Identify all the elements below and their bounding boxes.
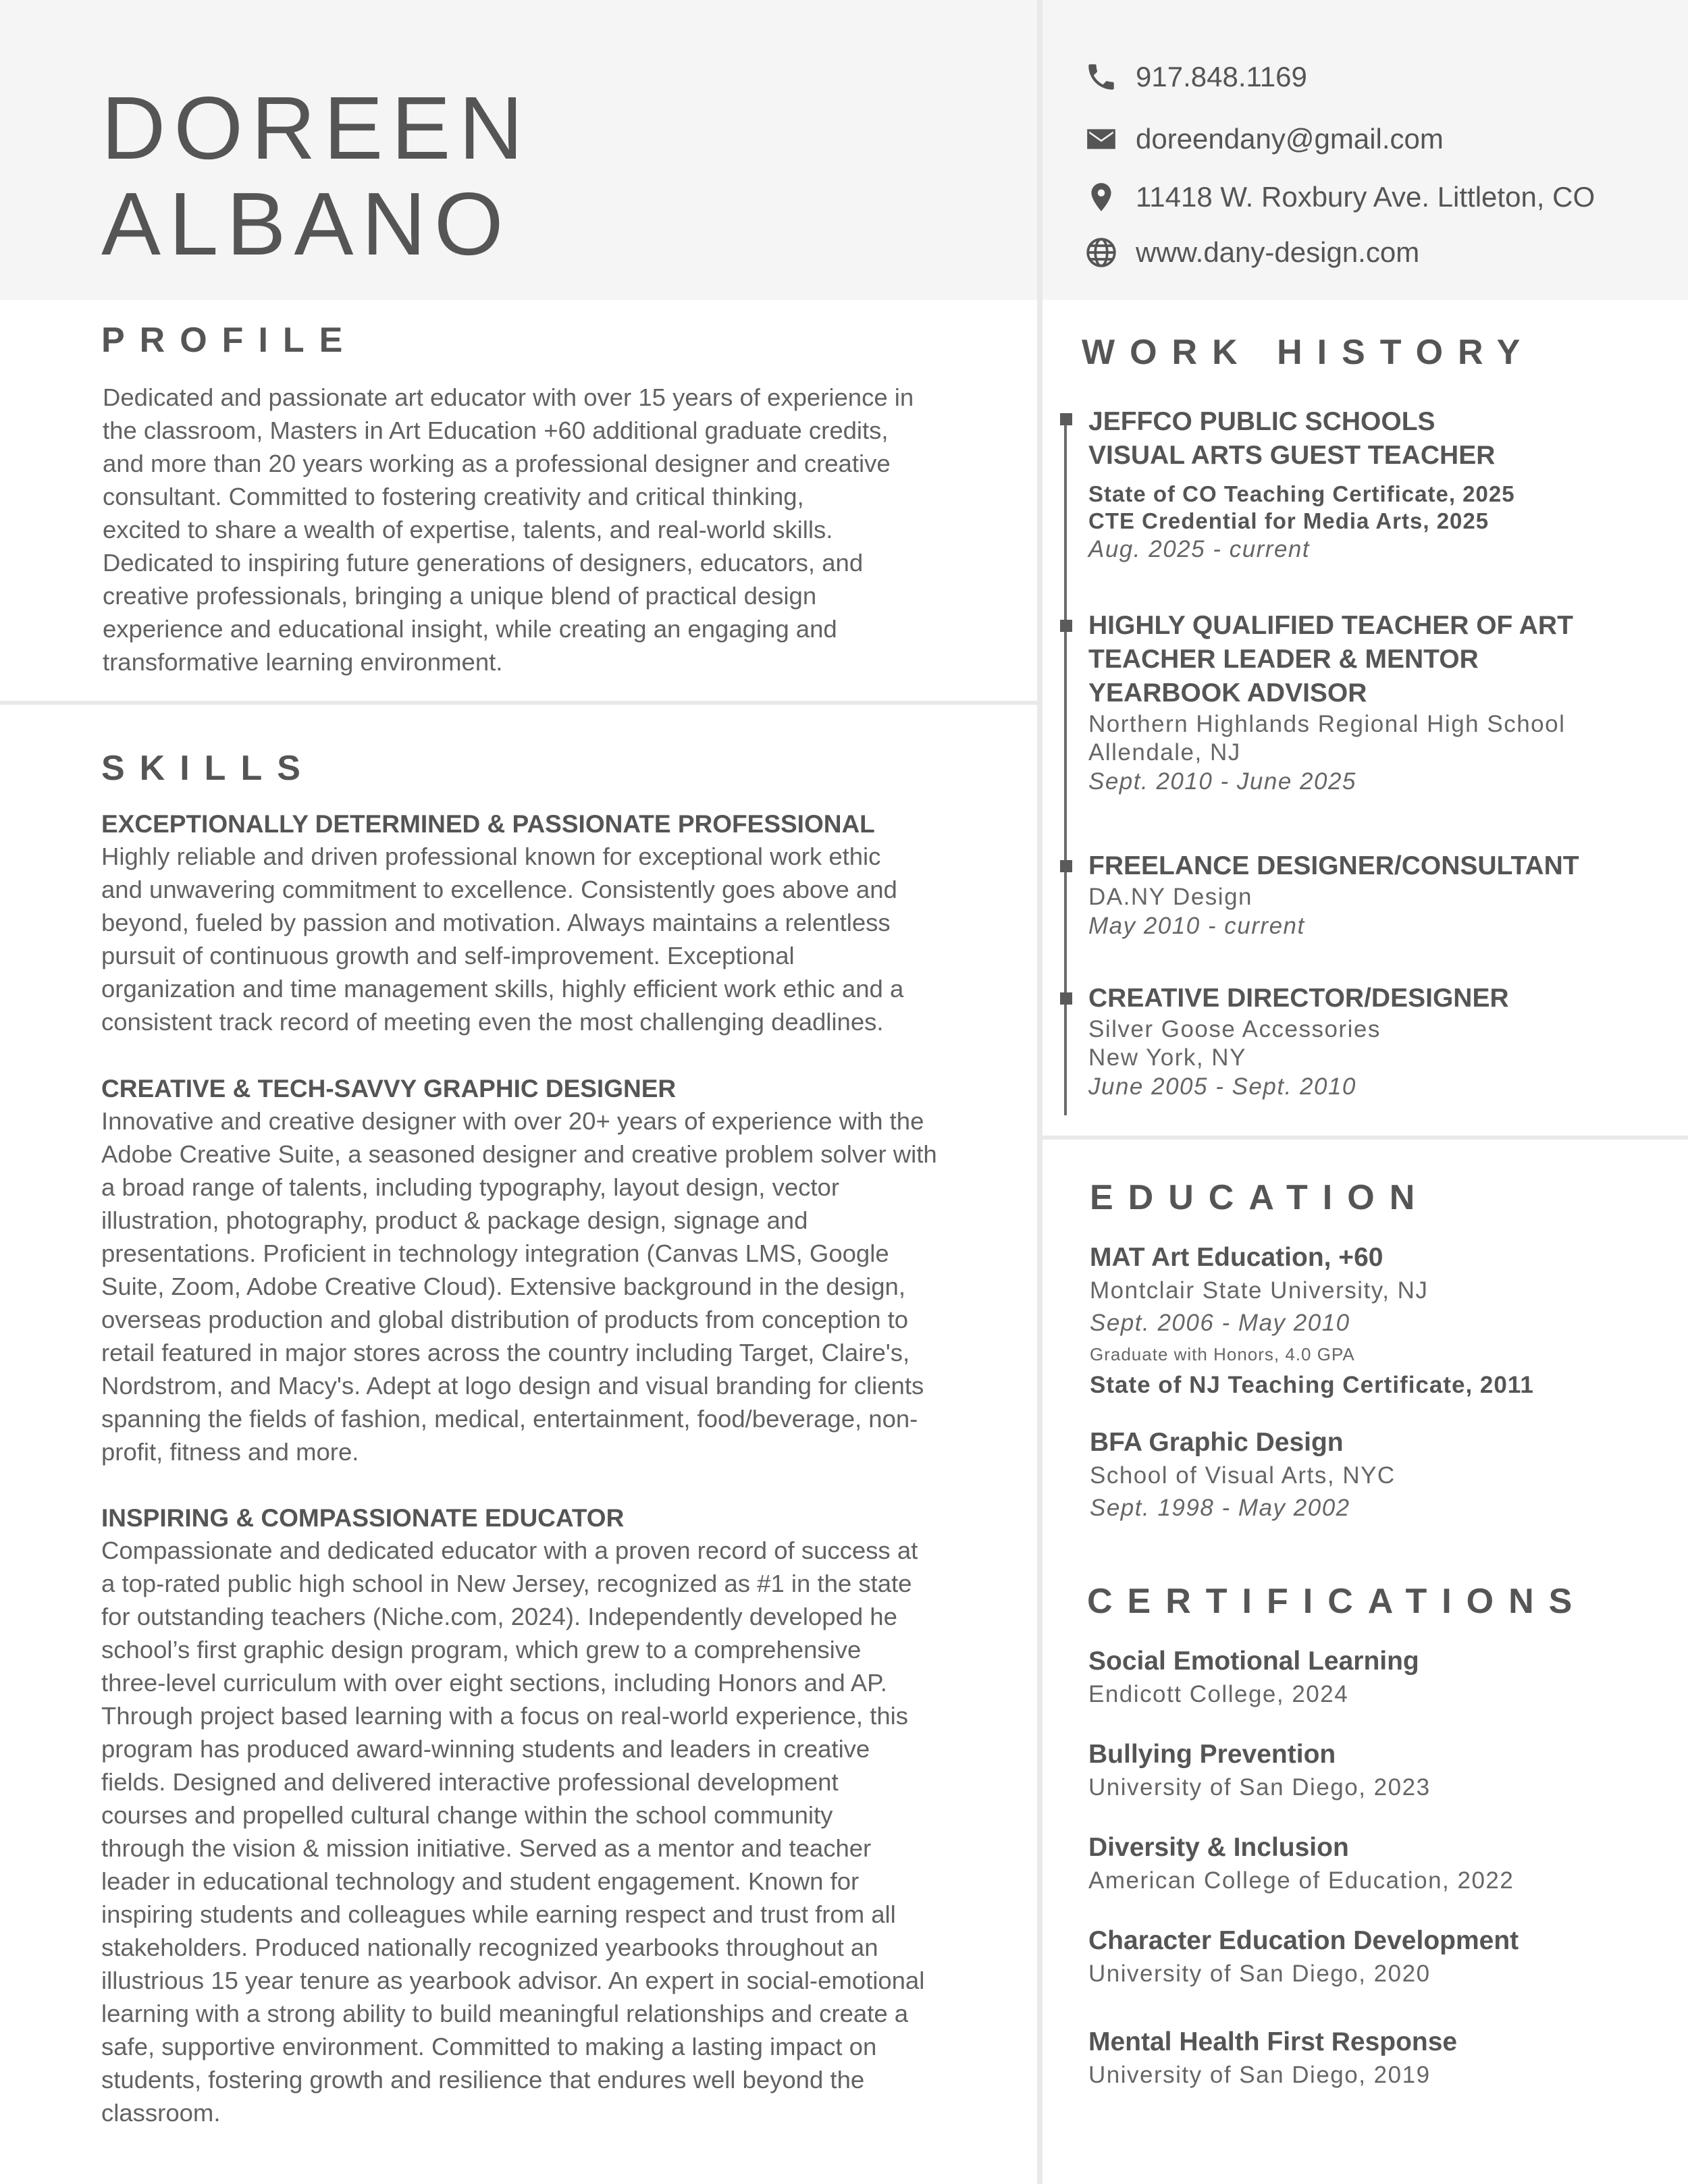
education-dates: Sept. 2006 - May 2010	[1090, 1310, 1350, 1336]
skill-line: program has produced award-winning students and leaders in creative	[101, 1735, 870, 1763]
skill-line: Compassionate and dedicated educator with a proven record of success at	[101, 1537, 918, 1564]
phone-icon	[1084, 60, 1118, 94]
contact-website	[1084, 232, 1419, 273]
certification-item	[1088, 1924, 1519, 1990]
job-organization: Silver Goose Accessories	[1088, 1016, 1381, 1042]
skill-line: fields. Designed and delivered interactive professional development	[101, 1768, 839, 1796]
certification-name: Diversity & Inclusion	[1088, 1833, 1349, 1862]
skill-line: courses and propelled cultural change within the school community	[101, 1801, 833, 1829]
profile-line: Dedicated and passionate art educator with over 15 years of experience in	[103, 383, 914, 411]
skill-line: Adobe Creative Suite, a seasoned designer and creative problem solver with	[101, 1140, 937, 1168]
skill-line: Nordstrom, and Macy's. Adept at logo design and visual branding for clients	[101, 1372, 924, 1400]
skill-heading: EXCEPTIONALLY DETERMINED & PASSIONATE PROFESSIONAL	[101, 810, 875, 838]
certification-name: Mental Health First Response	[1088, 2027, 1458, 2056]
job-title: CREATIVE DIRECTOR/DESIGNER	[1088, 984, 1509, 1013]
certification-name: Character Education Development	[1088, 1926, 1519, 1955]
skill-description	[101, 840, 903, 1038]
skill-line: students, fostering growth and resilience that endures well beyond the	[101, 2066, 865, 2094]
timeline-marker	[1060, 620, 1072, 632]
education-heading: EDUCATION	[1090, 1178, 1430, 1217]
job-location: Allendale, NJ	[1088, 739, 1241, 766]
profile-line: Dedicated to inspiring future generations of designers, educators, and	[103, 549, 864, 577]
timeline-line	[1064, 413, 1067, 1115]
job-title: HIGHLY QUALIFIED TEACHER OF ART	[1088, 611, 1573, 640]
profile-text	[103, 381, 914, 678]
skill-block	[101, 809, 903, 1038]
education-entry	[1090, 1241, 1534, 1402]
job-title: FREELANCE DESIGNER/CONSULTANT	[1088, 851, 1579, 880]
website-url: www.dany-design.com	[1136, 236, 1420, 268]
job-entry	[1088, 982, 1509, 1102]
email-icon	[1084, 122, 1118, 156]
skill-heading: INSPIRING & COMPASSIONATE EDUCATOR	[101, 1504, 625, 1532]
job-organization: DA.NY Design	[1088, 884, 1253, 910]
skill-line: for outstanding teachers (Niche.com, 2024). Independently developed he	[101, 1603, 897, 1630]
skill-line: illustration, photography, product & package design, signage and	[101, 1206, 808, 1234]
skill-line: safe, supportive environment. Committed to making a lasting impact on	[101, 2033, 877, 2060]
job-certificate: CTE Credential for Media Arts, 2025	[1088, 508, 1489, 533]
profile-line: creative professionals, bringing a unique blend of practical design	[103, 582, 817, 610]
contact-address	[1084, 177, 1595, 217]
degree: MAT Art Education, +60	[1090, 1243, 1383, 1272]
skill-description	[101, 1104, 937, 1468]
skill-description	[101, 1534, 924, 2129]
skill-line: illustrious 15 year tenure as yearbook advisor. An expert in social-emotional	[101, 1967, 925, 1994]
last-name: ALBANO	[101, 174, 512, 273]
skill-line: Through project based learning with a focus on real-world experience, this	[101, 1702, 909, 1730]
certification-issuer: American College of Education, 2022	[1088, 1867, 1514, 1894]
skill-line: spanning the fields of fashion, medical, entertainment, food/beverage, non-	[101, 1405, 918, 1433]
timeline-marker	[1060, 860, 1072, 872]
timeline-marker	[1060, 992, 1072, 1005]
profile-heading: PROFILE	[101, 321, 358, 360]
profile-line: experience and educational insight, while creating an engaging and	[103, 615, 837, 643]
first-name: DOREEN	[101, 78, 531, 178]
skill-line: organization and time management skills, highly efficient work ethic and a	[101, 975, 904, 1003]
skill-line: inspiring students and colleagues while earning respect and trust from all	[101, 1900, 896, 1928]
skill-line: stakeholders. Produced nationally recognized yearbooks throughout an	[101, 1934, 878, 1961]
skills-heading: SKILLS	[101, 749, 315, 788]
skill-line: Innovative and creative designer with over 20+ years of experience with the	[101, 1107, 924, 1135]
skill-line: Highly reliable and driven professional known for exceptional work ethic	[101, 843, 881, 870]
skill-line: through the vision & mission initiative. Served as a mentor and teacher	[101, 1834, 872, 1862]
skill-line: profit, fitness and more.	[101, 1438, 359, 1466]
profile-line: and more than 20 years working as a professional designer and creative	[103, 450, 891, 477]
contact-email	[1084, 119, 1444, 159]
job-dates: Sept. 2010 - June 2025	[1088, 768, 1356, 795]
profile-divider	[0, 701, 1037, 705]
skill-line: learning with a strong ability to build meaningful relationships and create a	[101, 2000, 909, 2027]
education-dates: Sept. 1998 - May 2002	[1090, 1495, 1350, 1521]
skill-line: pursuit of continuous growth and self-improvement. Exceptional	[101, 942, 795, 969]
job-title: YEARBOOK ADVISOR	[1088, 678, 1367, 708]
skill-heading: CREATIVE & TECH-SAVVY GRAPHIC DESIGNER	[101, 1075, 677, 1102]
certification-item	[1088, 2025, 1457, 2092]
school: School of Visual Arts, NYC	[1090, 1462, 1396, 1489]
profile-line: transformative learning environment.	[103, 648, 503, 676]
certification-issuer: University of San Diego, 2023	[1088, 1774, 1431, 1801]
job-title: JEFFCO PUBLIC SCHOOLS	[1088, 407, 1435, 436]
certification-item	[1088, 1738, 1431, 1804]
job-organization: Northern Highlands Regional High School	[1088, 711, 1566, 737]
skill-line: leader in educational technology and student engagement. Known for	[101, 1867, 860, 1895]
work-history-divider	[1043, 1136, 1688, 1140]
job-entry	[1088, 849, 1579, 941]
contact-phone	[1084, 57, 1307, 97]
job-certificate: State of CO Teaching Certificate, 2025	[1088, 481, 1515, 506]
profile-line: excited to share a wealth of expertise, talents, and real-world skills.	[103, 516, 833, 543]
profile-line: consultant. Committed to fostering creativity and critical thinking,	[103, 483, 804, 510]
skill-line: a broad range of talents, including typography, layout design, vector	[101, 1173, 839, 1201]
timeline-marker	[1060, 413, 1072, 425]
job-entry	[1088, 609, 1573, 797]
skill-line: beyond, fueled by passion and motivation. Always maintains a relentless	[101, 909, 891, 936]
work-history-heading: WORK HISTORY	[1082, 333, 1535, 372]
skill-line: presentations. Proficient in technology integration (Canvas LMS, Google	[101, 1240, 889, 1267]
teaching-certificate: State of NJ Teaching Certificate, 2011	[1090, 1372, 1534, 1398]
skill-line: and unwavering commitment to excellence. Consistently goes above and	[101, 876, 897, 903]
skill-line: overseas production and global distribution of products from conception to	[101, 1306, 909, 1333]
skill-line: a top-rated public high school in New Jersey, recognized as #1 in the state	[101, 1570, 912, 1597]
certification-name: Bullying Prevention	[1088, 1740, 1336, 1769]
certification-item	[1088, 1831, 1514, 1897]
mailing-address: 11418 W. Roxbury Ave. Littleton, CO	[1136, 181, 1595, 213]
skill-line: consistent track record of meeting even the most challenging deadlines.	[101, 1008, 884, 1036]
job-location: New York, NY	[1088, 1044, 1246, 1071]
globe-icon	[1084, 236, 1118, 269]
skill-line: school’s first graphic design program, which grew to a comprehensive	[101, 1636, 862, 1663]
skill-line: Suite, Zoom, Adobe Creative Cloud). Extensive background in the design,	[101, 1273, 905, 1300]
degree: BFA Graphic Design	[1090, 1428, 1344, 1457]
skill-block	[101, 1073, 937, 1468]
school: Montclair State University, NJ	[1090, 1277, 1429, 1304]
education-entry	[1090, 1426, 1396, 1524]
certification-issuer: University of San Diego, 2020	[1088, 1961, 1431, 1987]
certification-item	[1088, 1645, 1419, 1711]
certifications-heading: CERTIFICATIONS	[1087, 1582, 1587, 1621]
skill-block	[101, 1503, 924, 2129]
skill-line: three-level curriculum with over eight sections, including Honors and AP.	[101, 1669, 887, 1697]
profile-line: the classroom, Masters in Art Education +60 additional graduate credits,	[103, 417, 889, 444]
location-pin-icon	[1084, 180, 1118, 214]
job-title: TEACHER LEADER & MENTOR	[1088, 645, 1479, 674]
job-dates: May 2010 - current	[1088, 913, 1305, 939]
phone-number: 917.848.1169	[1136, 61, 1307, 92]
certification-issuer: Endicott College, 2024	[1088, 1681, 1349, 1707]
job-dates: Aug. 2025 - current	[1088, 536, 1311, 562]
certification-issuer: University of San Diego, 2019	[1088, 2062, 1431, 2088]
honors-note: Graduate with Honors, 4.0 GPA	[1090, 1344, 1355, 1364]
email-address: doreendany@gmail.com	[1136, 123, 1444, 155]
job-dates: June 2005 - Sept. 2010	[1088, 1073, 1356, 1100]
skill-line: classroom.	[101, 2099, 221, 2127]
job-entry	[1088, 405, 1515, 564]
column-divider	[1037, 0, 1043, 2184]
job-title: VISUAL ARTS GUEST TEACHER	[1088, 441, 1496, 470]
certification-name: Social Emotional Learning	[1088, 1647, 1419, 1676]
skill-line: retail featured in major stores across the country including Target, Claire's,	[101, 1339, 910, 1366]
